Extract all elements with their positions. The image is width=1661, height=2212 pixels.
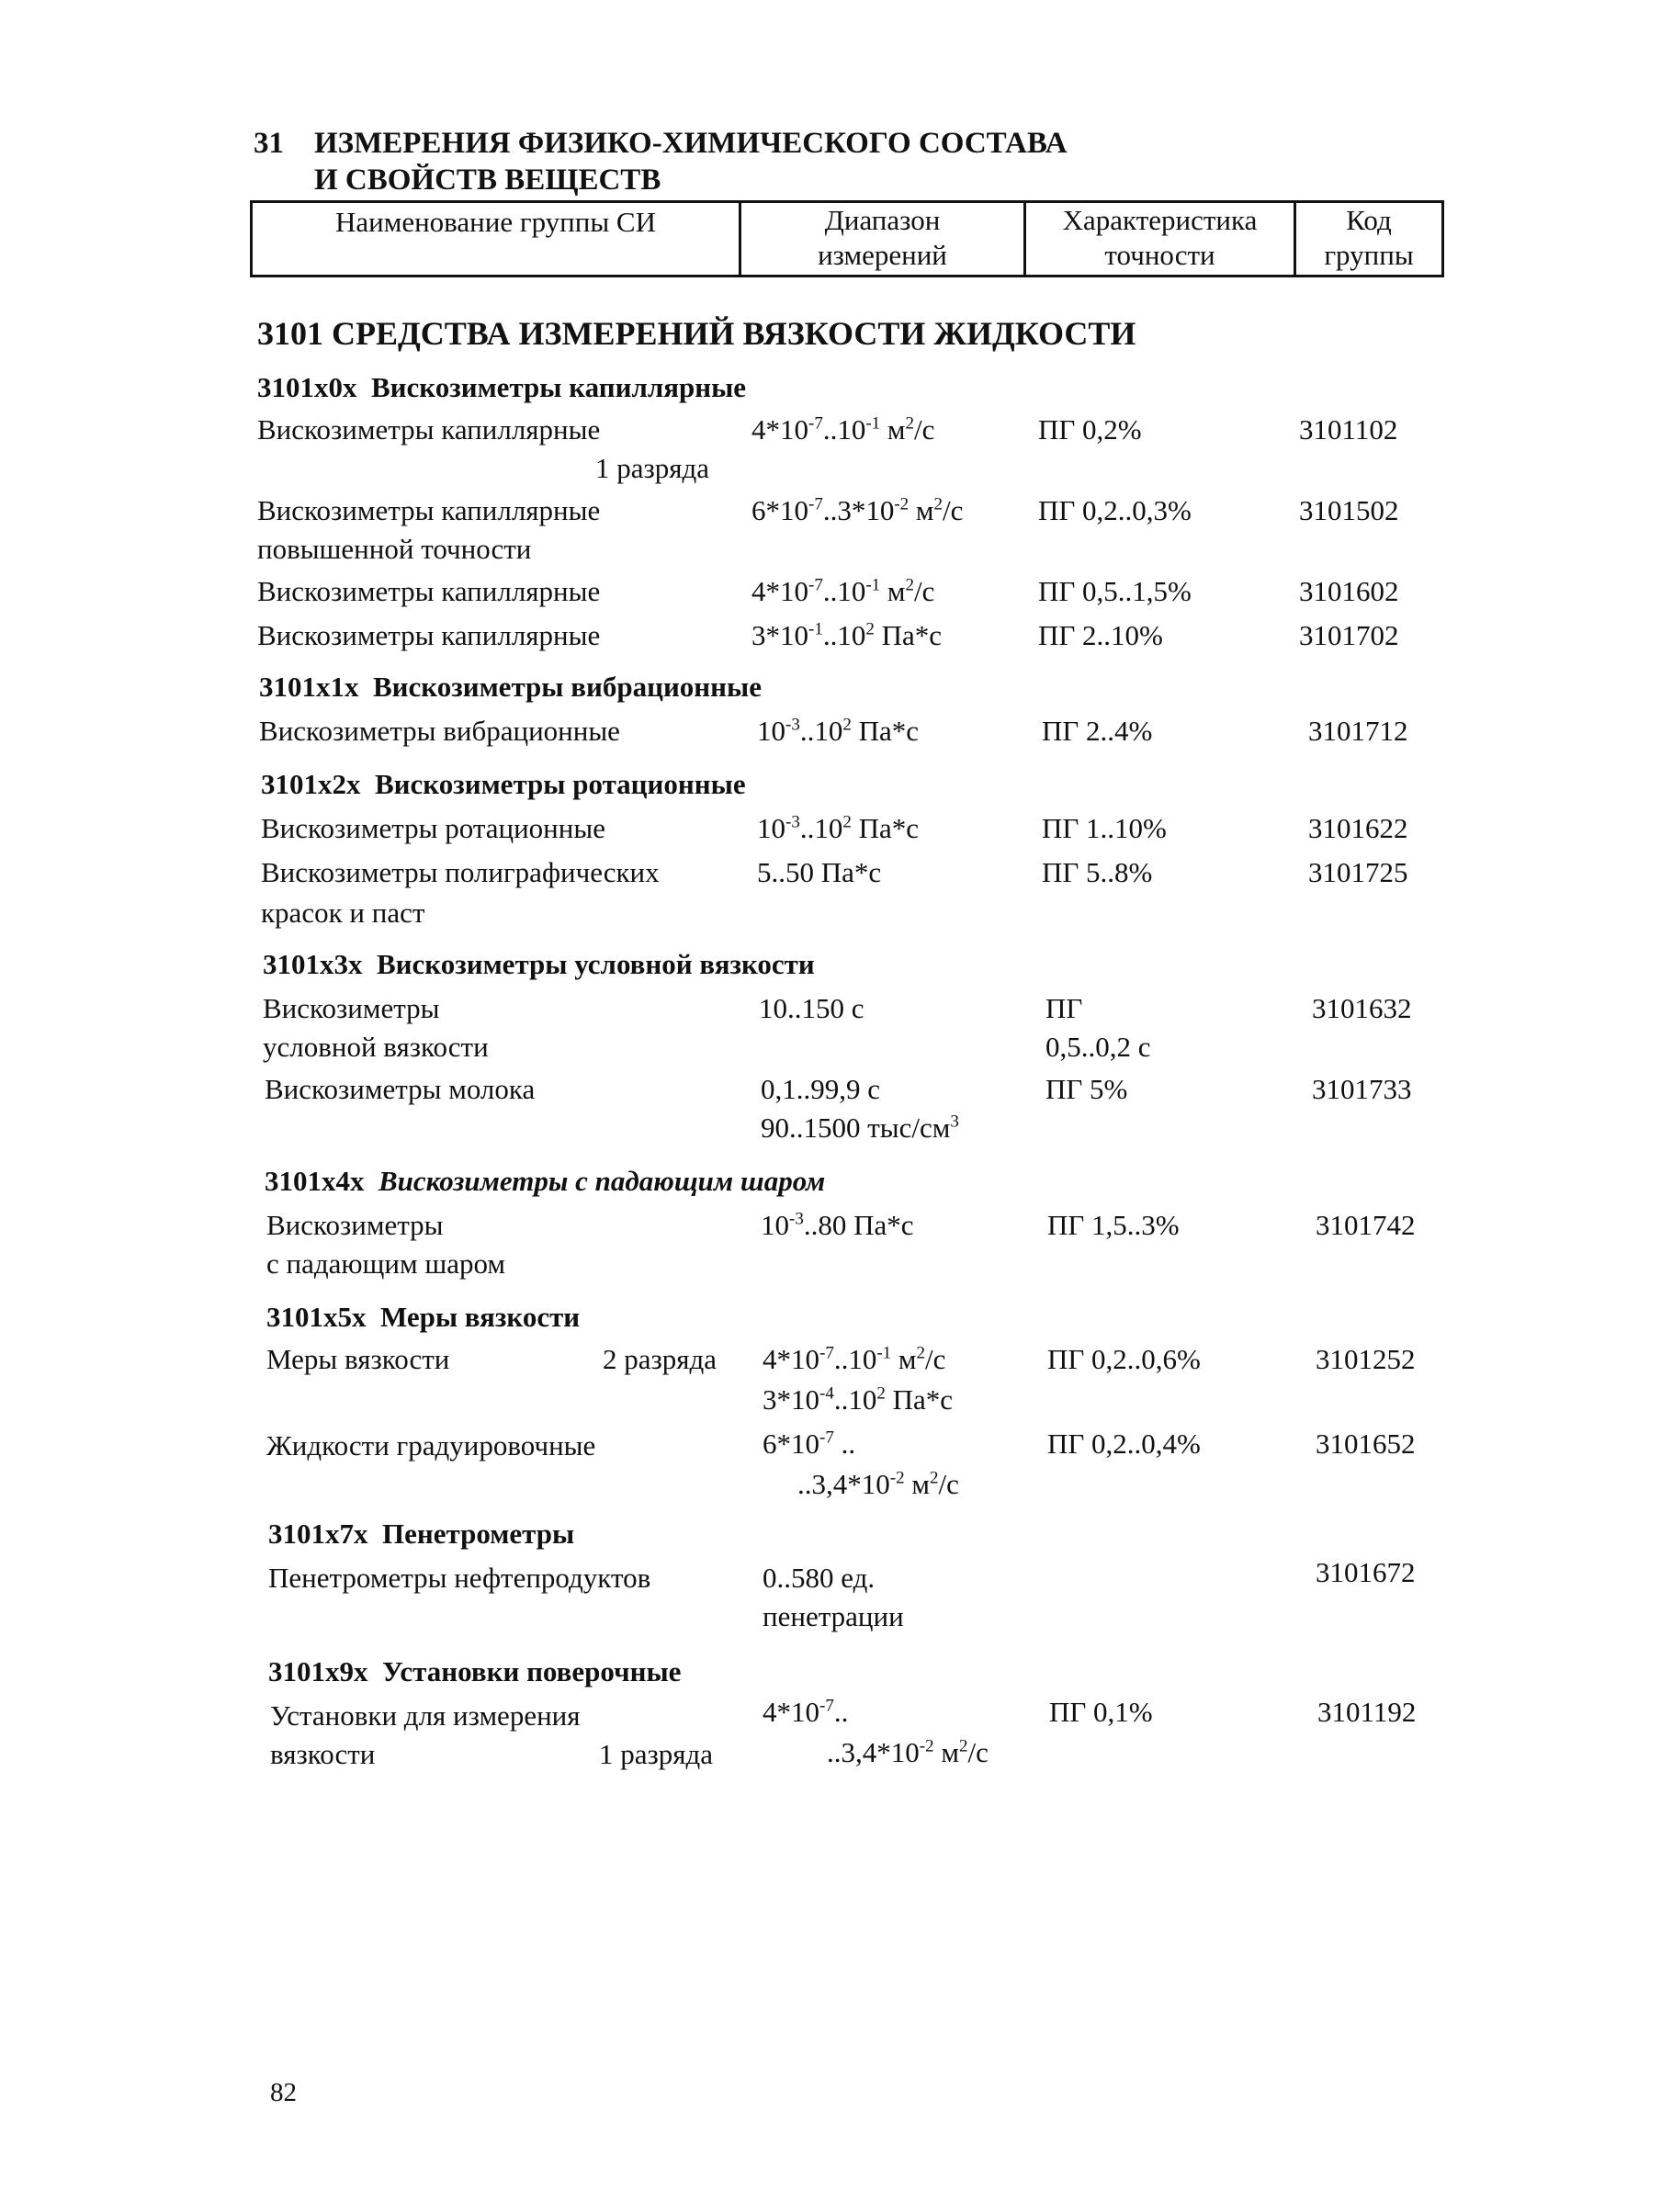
column-header-table	[250, 200, 1444, 277]
row-range: 10..150 с	[759, 992, 864, 1024]
row-rank: 1 разряда	[599, 1738, 714, 1770]
row-accuracy: ПГ 0,2..0,6%	[1047, 1343, 1201, 1375]
group-code: 3101x9x	[268, 1655, 368, 1687]
row-name: Установки для измерения	[270, 1699, 581, 1732]
row-code: 3101502	[1299, 494, 1399, 526]
header-col-code	[1296, 203, 1441, 275]
row-name: Вискозиметры	[263, 992, 440, 1024]
group-name: Пенетрометры	[382, 1518, 575, 1550]
row-rank: 2 разряда	[603, 1343, 718, 1375]
row-name-line2: условной вязкости	[263, 1031, 489, 1063]
row-accuracy: ПГ 1..10%	[1042, 812, 1167, 844]
group-heading	[257, 371, 746, 404]
row-rank: 1 разряда	[595, 452, 710, 484]
row-code: 3101102	[1299, 413, 1398, 446]
row-name: Вискозиметры	[266, 1209, 444, 1241]
row-code: 3101602	[1299, 575, 1399, 607]
row-name-line2: с падающим шаром	[266, 1247, 506, 1280]
row-range-line2: 90..1500 тыс/$см^3$	[761, 1112, 959, 1144]
row-accuracy: ПГ 0,2..0,3%	[1038, 494, 1192, 526]
row-range-line2: $..3,4*10^{-2}$ $м^2/с$	[827, 1736, 989, 1768]
row-accuracy: ПГ	[1045, 992, 1083, 1024]
row-accuracy: ПГ 0,5..1,5%	[1038, 575, 1192, 607]
page-number: 82	[270, 2078, 297, 2107]
row-range: 0,1..99,9 с	[761, 1073, 881, 1105]
row-range: $6*10^{-7}..3*10^{-2}$ $м^2/с$	[751, 494, 964, 526]
chapter-title-line2: И СВОЙСТВ ВЕЩЕСТВ	[314, 164, 661, 197]
group-name: Меры вязкости	[380, 1301, 581, 1333]
header-col-range-line1: Диапазон	[824, 204, 941, 236]
group-code: 3101x5x	[266, 1301, 367, 1333]
header-col-range	[741, 203, 1026, 275]
row-range-line2: $3*10^{-4}..10^2$ Па*с	[763, 1383, 953, 1416]
row-code: 3101622	[1308, 812, 1408, 844]
group-name: Вискозиметры ротационные	[375, 768, 746, 800]
row-code: 3101712	[1308, 715, 1408, 747]
section-title: 3101 СРЕДСТВА ИЗМЕРЕНИЙ ВЯЗКОСТИ ЖИДКОСТИ	[257, 315, 1136, 352]
group-name: Установки поверочные	[382, 1655, 682, 1687]
row-code: 3101733	[1312, 1073, 1412, 1105]
group-heading	[268, 1655, 681, 1688]
group-name: Вискозиметры вибрационные	[373, 671, 762, 703]
row-name: Вискозиметры капиллярные	[257, 494, 601, 526]
header-col-range-line2: измерений	[818, 239, 947, 271]
row-code: 3101632	[1312, 992, 1412, 1024]
group-heading	[265, 1165, 825, 1198]
group-heading	[266, 1301, 580, 1334]
row-name-line2: красок и паст	[261, 897, 425, 929]
group-code: 3101x2x	[261, 768, 361, 800]
row-name: Меры вязкости	[266, 1343, 450, 1375]
row-name: Вискозиметры ротационные	[261, 812, 605, 844]
row-name: Пенетрометры нефтепродуктов	[268, 1562, 651, 1594]
row-range: $4*10^{-7}..10^{-1}$ $м^2/с$	[763, 1343, 946, 1375]
row-accuracy: ПГ 5..8%	[1042, 856, 1153, 888]
row-range: $10^{-3}..80$ Па*с	[761, 1209, 914, 1241]
row-name: Вискозиметры капиллярные	[257, 619, 601, 651]
row-range: $3*10^{-1}..10^2$ Па*с	[751, 619, 942, 651]
row-name: Вискозиметры полиграфических	[261, 856, 660, 888]
row-name: Вискозиметры капиллярные	[257, 575, 601, 607]
row-name: Вискозиметры вибрационные	[259, 715, 620, 747]
header-col-accuracy-line2: точности	[1104, 239, 1215, 271]
row-accuracy: ПГ 0,2..0,4%	[1047, 1428, 1201, 1460]
group-code: 3101x1x	[259, 671, 359, 703]
row-range: $4*10^{-7}..10^{-1}$ $м^2/с$	[751, 413, 935, 446]
row-code: 3101672	[1316, 1556, 1416, 1588]
group-name: Вискозиметры с падающим шаром	[379, 1165, 826, 1197]
row-range: $4*10^{-7}..10^{-1}$ $м^2/с$	[751, 575, 935, 607]
row-name: Вискозиметры капиллярные	[257, 413, 601, 446]
row-name: Жидкости градуировочные	[266, 1429, 596, 1462]
row-range-line2: $..3,4*10^{-2}$ $м^2/с$	[797, 1468, 959, 1500]
header-col-accuracy	[1026, 203, 1296, 275]
group-name: Вискозиметры условной вязкости	[377, 948, 815, 980]
header-col-code-line1: Код	[1346, 204, 1392, 236]
chapter-title-line1: ИЗМЕРЕНИЯ ФИЗИКО-ХИМИЧЕСКОГО СОСТАВА	[314, 127, 1068, 160]
row-range: 5..50 Па*с	[757, 856, 882, 888]
row-name-line2: повышенной точности	[257, 533, 532, 565]
group-code: 3101x4x	[265, 1165, 365, 1197]
group-code: 3101x0x	[257, 371, 357, 403]
chapter-number: 31	[254, 127, 284, 160]
row-accuracy: ПГ 1,5..3%	[1047, 1209, 1180, 1241]
group-heading	[261, 768, 746, 801]
group-name: Вискозиметры капиллярные	[371, 371, 747, 403]
row-code: 3101702	[1299, 619, 1399, 651]
header-col-name	[253, 203, 741, 275]
row-accuracy: ПГ 0,2%	[1038, 413, 1142, 446]
row-accuracy: ПГ 5%	[1045, 1073, 1128, 1105]
group-code: 3101x3x	[263, 948, 363, 980]
header-col-code-line2: группы	[1324, 239, 1414, 271]
row-name: Вискозиметры молока	[265, 1073, 536, 1105]
header-col-name-label: Наименование группы СИ	[334, 206, 656, 238]
row-accuracy: ПГ 2..10%	[1038, 619, 1163, 651]
row-name-line2: вязкости	[270, 1738, 376, 1770]
row-range: $10^{-3}..10^2$ Па*с	[757, 715, 919, 747]
row-code: 3101192	[1317, 1696, 1417, 1728]
row-code: 3101252	[1316, 1343, 1416, 1375]
row-range: 0..580 ед.	[763, 1562, 876, 1594]
group-code: 3101x7x	[268, 1518, 368, 1550]
row-range-line2: пенетрации	[763, 1600, 904, 1632]
group-heading	[263, 948, 815, 981]
group-heading	[259, 671, 762, 704]
row-code: 3101742	[1316, 1209, 1416, 1241]
row-accuracy: ПГ 0,1%	[1049, 1696, 1153, 1728]
row-range: $6*10^{-7}$ ..	[763, 1428, 856, 1460]
header-col-accuracy-line1: Характеристика	[1062, 204, 1258, 236]
row-accuracy: ПГ 2..4%	[1042, 715, 1153, 747]
row-range: $4*10^{-7}$..	[763, 1696, 849, 1728]
row-code: 3101652	[1316, 1428, 1416, 1460]
row-code: 3101725	[1308, 856, 1408, 888]
row-accuracy-line2: 0,5..0,2 с	[1045, 1031, 1151, 1063]
row-range: $10^{-3}..10^2$ Па*с	[757, 812, 919, 844]
group-heading	[268, 1518, 574, 1551]
